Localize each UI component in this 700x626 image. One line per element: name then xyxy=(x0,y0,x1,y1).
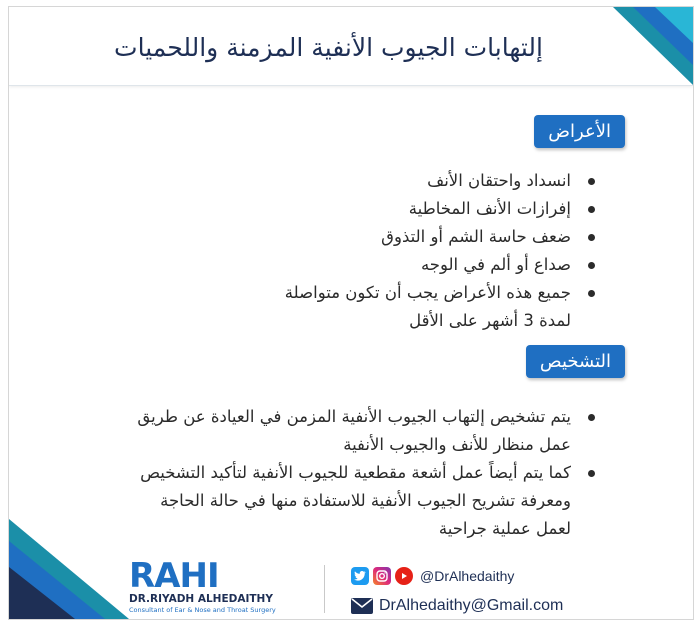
mail-icon xyxy=(351,598,373,614)
logo-name: DR.RIYADH ALHEDAITHY xyxy=(129,593,273,605)
symptoms-list xyxy=(271,167,601,335)
youtube-icon[interactable] xyxy=(395,567,413,585)
diagnosis-list xyxy=(121,403,601,543)
list-item: انسداد واحتقان الأنف xyxy=(271,167,601,195)
email-address[interactable]: DrAlhedaithy@Gmail.com xyxy=(379,597,564,614)
list-item: جميع هذه الأعراض يجب أن تكون متواصلة لمدة 3 أشهر على الأقل xyxy=(271,279,601,335)
list-item: ضعف حاسة الشم أو التذوق xyxy=(271,223,601,251)
instagram-icon[interactable] xyxy=(373,567,391,585)
list-item: كما يتم أيضاً عمل أشعة مقطعية للجيوب الأنفية لتأكيد التشخيص ومعرفة تشريح الجيوب الأنفية للاستفادة منها في حالة الحاجة لعمل عملية جراحية xyxy=(121,459,601,543)
list-item: صداع أو ألم في الوجه xyxy=(271,251,601,279)
list-item: يتم تشخيص إلتهاب الجيوب الأنفية المزمن في العيادة عن طريق عمل منظار للأنف والجيوب الأنفية xyxy=(121,403,601,459)
corner-decoration-bottom-left xyxy=(9,519,129,619)
logo-mark: RAHI xyxy=(129,556,219,596)
twitter-icon[interactable] xyxy=(351,567,369,585)
email-row xyxy=(351,597,563,615)
page-title: إلتهابات الجيوب الأنفية المزمنة واللحميات xyxy=(114,33,543,62)
logo-subtitle: Consultant of Ear & Nose and Throat Surgery xyxy=(129,606,276,614)
list-item: إفرازات الأنف المخاطية xyxy=(271,195,601,223)
doctor-logo xyxy=(129,556,279,619)
symptoms-heading: الأعراض xyxy=(534,115,625,148)
social-row xyxy=(351,567,514,585)
diagnosis-heading: التشخيص xyxy=(526,345,625,378)
footer-divider xyxy=(324,565,325,613)
title-bar xyxy=(9,7,693,86)
slide-frame xyxy=(8,6,694,620)
social-handle[interactable]: @DrAlhedaithy xyxy=(420,568,515,584)
